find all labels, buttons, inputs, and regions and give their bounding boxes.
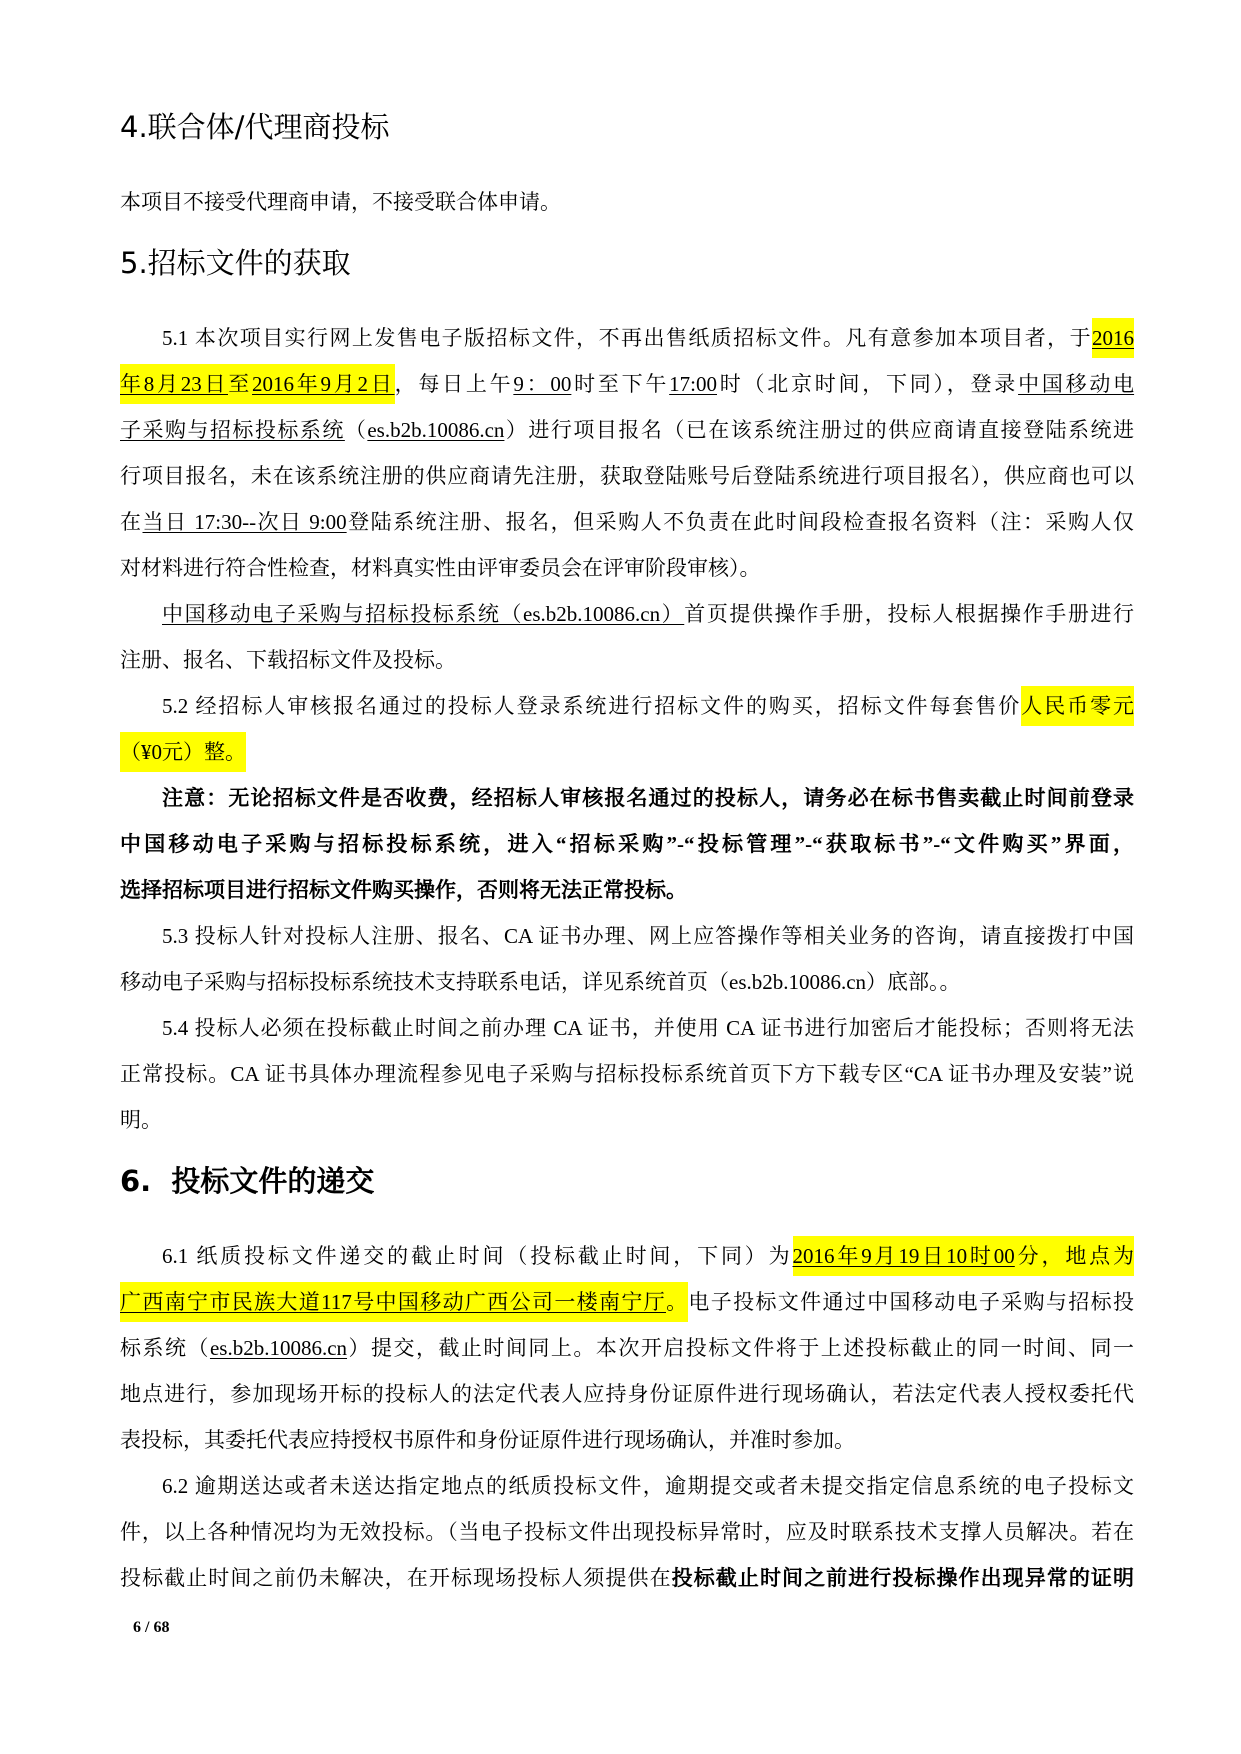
text-run: 注册、报名、下载招标文件及投标。 bbox=[120, 648, 456, 672]
system-name-with-url: 中国移动电子采购与招标投标系统（es.b2b.10086.cn） bbox=[162, 602, 685, 626]
text-line bbox=[120, 545, 1134, 591]
text-run: ）提交，截止时间同上。本次开启投标文件将于上述投标截止的同一时间、同一 bbox=[347, 1336, 1135, 1360]
text-run: 件，以上各种情况均为无效投标。（当电子投标文件出现投标异常时，应及时联系技术支撑人员解决。若在 bbox=[120, 1520, 1134, 1544]
text-run: 地点进行，参加现场开标的投标人的法定代表人应持身份证原件进行现场确认，若法定代表人授权委托代 bbox=[120, 1382, 1134, 1406]
text-line bbox=[120, 913, 1134, 959]
off-hours-period: 当日 17:30--次日 9:00 bbox=[142, 510, 347, 534]
text-run: ，每日上午 bbox=[394, 372, 514, 396]
paragraph-5-4 bbox=[120, 1005, 1134, 1143]
submission-venue-end: 。 bbox=[666, 1282, 688, 1322]
text-line bbox=[120, 683, 1134, 729]
website-url: es.b2b.10086.cn bbox=[209, 1336, 348, 1360]
notice-text: 中国移动电子采购与招标投标系统，进入“招标采购”-“投标管理”-“获取标书”-“文件购买”界面， bbox=[120, 832, 1134, 856]
text-line bbox=[120, 591, 1134, 637]
text-run: 标系统（ bbox=[120, 1336, 210, 1360]
submission-venue: 广西南宁市民族大道117号中国移动广西公司一楼南宁厅 bbox=[120, 1282, 666, 1322]
section-5 bbox=[120, 233, 1134, 1143]
text-run: 5.1 本次项目实行网上发售电子版招标文件，不再出售纸质招标文件。凡有意参加本项目者，于 bbox=[162, 326, 1092, 350]
text-run: ）进行项目报名（已在该系统注册过的供应商请直接登陆系统进 bbox=[504, 418, 1135, 442]
document-price: 人民币零元 bbox=[1021, 686, 1134, 726]
text-run: 对材料进行符合性检查，材料真实性由评审委员会在评审阶段审核）。 bbox=[120, 556, 761, 580]
registration-start-date: 年8月23日 bbox=[120, 364, 228, 404]
text-line bbox=[120, 867, 1134, 913]
paragraph-4 bbox=[120, 179, 1134, 225]
text-run: 表投标，其委托代表应持授权书原件和身份证原件进行现场确认，并准时参加。 bbox=[120, 1428, 855, 1452]
text-line bbox=[120, 315, 1134, 361]
text-run: 明。 bbox=[120, 1108, 162, 1132]
paragraph-6-2 bbox=[120, 1463, 1134, 1601]
submission-deadline-suffix: 分，地点为 bbox=[1015, 1236, 1134, 1276]
text-line bbox=[120, 1509, 1134, 1555]
text-line bbox=[120, 821, 1134, 867]
text-line bbox=[120, 499, 1134, 545]
paragraph-5-2 bbox=[120, 683, 1134, 775]
section-6 bbox=[120, 1151, 1134, 1601]
text-run: 6.2 逾期送达或者未送达指定地点的纸质投标文件，逾期提交或者未提交指定信息系统的电子投标文 bbox=[162, 1474, 1134, 1498]
text-run: 投标截止时间之前仍未解决，在开标现场投标人须提供在 bbox=[120, 1566, 672, 1590]
text-run: 本项目不接受代理商申请，不接受联合体申请。 bbox=[120, 190, 561, 214]
text-line bbox=[120, 361, 1134, 407]
text-line bbox=[120, 1005, 1134, 1051]
daily-start-time: 9：00 bbox=[513, 372, 572, 396]
notice-text: 选择招标项目进行招标文件购买操作，否则将无法正常投标。 bbox=[120, 878, 687, 902]
text-line bbox=[120, 179, 1134, 225]
text-run: 5.3 投标人针对投标人注册、报名、CA 证书办理、网上应答操作等相关业务的咨询，请直接拨打中国 bbox=[162, 924, 1134, 948]
paragraph-5-1-manual bbox=[120, 591, 1134, 683]
text-line bbox=[120, 1555, 1134, 1601]
text-run: 移动电子采购与招标投标系统技术支持联系电话，详见系统首页（es.b2b.10086.cn）底部。。 bbox=[120, 970, 961, 994]
text-run: 5.4 投标人必须在投标截止时间之前办理 CA 证书，并使用 CA 证书进行加密后才能投标；否则将无法 bbox=[162, 1016, 1134, 1040]
text-line bbox=[120, 729, 1134, 775]
page-number: 6 / 68 bbox=[133, 1619, 170, 1636]
page-content bbox=[120, 89, 1134, 1601]
section-4 bbox=[120, 97, 1134, 225]
text-run: 6.1 纸质投标文件递交的截止时间（投标截止时间，下同）为 bbox=[162, 1244, 793, 1268]
text-run: 首页提供操作手册，投标人根据操作手册进行 bbox=[684, 602, 1134, 626]
text-run: 时至下午 bbox=[571, 372, 670, 396]
document-price: （¥0元）整。 bbox=[120, 732, 246, 772]
text-line bbox=[120, 1417, 1134, 1463]
paragraph-notice bbox=[120, 775, 1134, 913]
text-run: 电子投标文件通过中国移动电子采购与招标投 bbox=[688, 1290, 1135, 1314]
registration-start-date: 2016 bbox=[1092, 318, 1134, 358]
text-line bbox=[120, 407, 1134, 453]
notice-text: 注意：无论招标文件是否收费，经招标人审核报名通过的投标人，请务必在标书售卖截止时间前登录 bbox=[162, 786, 1134, 810]
text-line bbox=[120, 1371, 1134, 1417]
registration-end-date: 2016年9月2日 bbox=[252, 364, 395, 404]
text-line bbox=[120, 637, 1134, 683]
text-line bbox=[120, 453, 1134, 499]
section-heading: 4.联合体/代理商投标 bbox=[120, 110, 390, 144]
text-line bbox=[120, 1051, 1134, 1097]
text-line bbox=[120, 959, 1134, 1005]
system-name: 中国移动电 bbox=[1018, 372, 1135, 396]
section-heading: 5.招标文件的获取 bbox=[120, 246, 351, 280]
text-run: 正常投标。CA 证书具体办理流程参见电子采购与招标投标系统首页下方下载专区“CA 证书办理及安装”说 bbox=[120, 1062, 1134, 1086]
paragraph-6-1 bbox=[120, 1233, 1134, 1463]
section-heading: 6. 投标文件的递交 bbox=[120, 1164, 375, 1198]
text-line bbox=[120, 1097, 1134, 1143]
text-line bbox=[120, 1463, 1134, 1509]
text-run: 在 bbox=[120, 510, 143, 534]
paragraph-5-1 bbox=[120, 315, 1134, 591]
text-line bbox=[120, 1279, 1134, 1325]
daily-end-time: 17:00 bbox=[669, 372, 717, 396]
bold-text: 投标截止时间之前进行投标操作出现异常的证明 bbox=[671, 1566, 1135, 1590]
website-url: es.b2b.10086.cn bbox=[367, 418, 505, 442]
text-run: 行项目报名，未在该系统注册的供应商请先注册，获取登陆账号后登陆系统进行项目报名），供应商也可以 bbox=[120, 464, 1134, 488]
text-line bbox=[120, 1233, 1134, 1279]
submission-deadline: 2016年9月19日10时00 bbox=[793, 1236, 1015, 1276]
text-run: （ bbox=[344, 418, 368, 442]
text-run: 时（北京时间，下同），登录 bbox=[717, 372, 1019, 396]
text-run: 登陆系统注册、报名，但采购人不负责在此时间段检查报名资料（注：采购人仅 bbox=[346, 510, 1135, 534]
system-name: 子采购与招标投标系统 bbox=[120, 418, 345, 442]
text-run: 5.2 经招标人审核报名通过的投标人登录系统进行招标文件的购买，招标文件每套售价 bbox=[162, 694, 1022, 718]
text-line bbox=[120, 1325, 1134, 1371]
date-range-connector: 至 bbox=[228, 364, 252, 404]
text-line bbox=[120, 775, 1134, 821]
paragraph-5-3 bbox=[120, 913, 1134, 1005]
